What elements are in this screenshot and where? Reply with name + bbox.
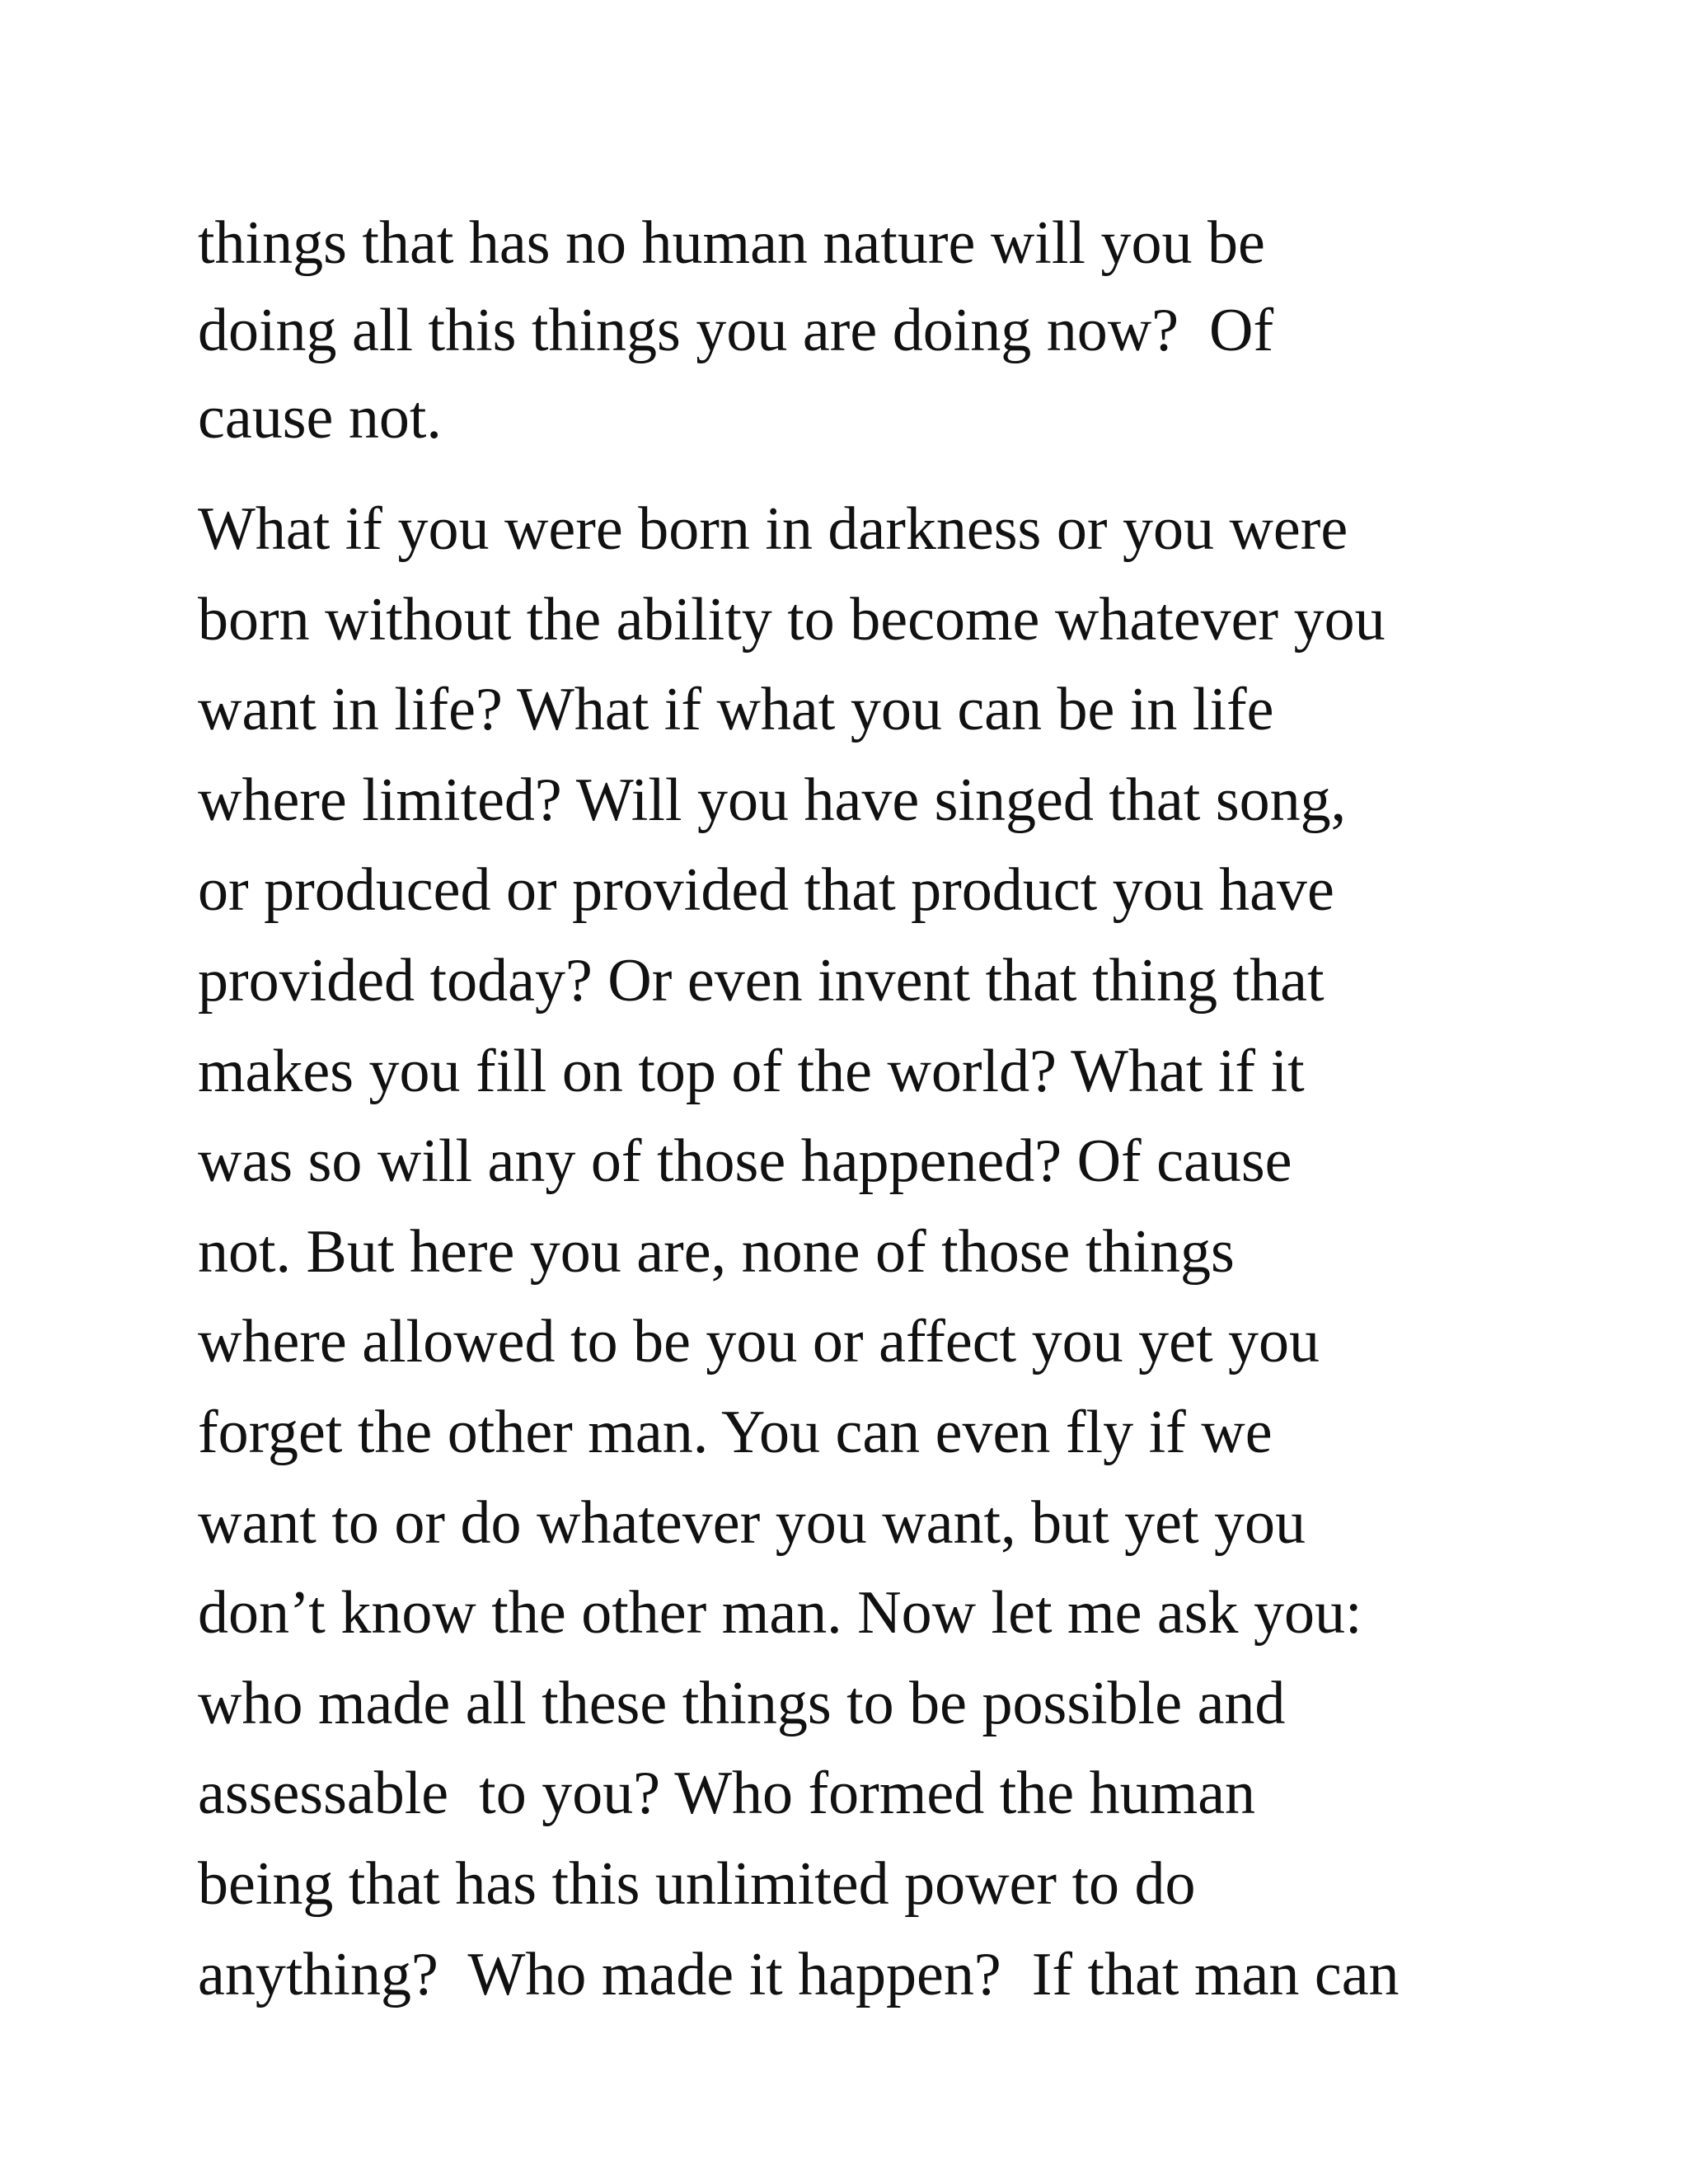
text-line: want to or do whatever you want, but yet you	[198, 1488, 1306, 1557]
text-line: not. But here you are, none of those things	[198, 1217, 1235, 1286]
text-line: assessable to you? Who formed the human	[198, 1760, 1256, 1828]
text-line: anything? Who made it happen? If that man can	[198, 1940, 1400, 2008]
text-line: don’t know the other man. Now let me ask you:	[198, 1579, 1362, 1647]
text-line: cause not.	[198, 384, 442, 452]
paragraph-1	[198, 199, 1517, 462]
text-line: forget the other man. You can even fly if we	[198, 1398, 1273, 1466]
text-line: doing all this things you are doing now? Of	[198, 297, 1274, 364]
text-line: who made all these things to be possible and	[198, 1669, 1286, 1737]
text-line: where allowed to be you or affect you yet you	[198, 1308, 1320, 1376]
paragraph-2	[198, 485, 1517, 2020]
text-line: want in life? What if what you can be in life	[198, 676, 1274, 744]
text-line: was so will any of those happened? Of cause	[198, 1127, 1292, 1196]
text-line: provided today? Or even invent that thing that	[198, 946, 1325, 1015]
text-line: or produced or provided that product you have	[198, 856, 1334, 925]
text-line: born without the ability to become whatever you	[198, 585, 1386, 654]
text-line: What if you were born in darkness or you were	[198, 495, 1348, 563]
text-line: things that has no human nature will you be	[198, 209, 1265, 277]
text-line: makes you fill on top of the world? What if it	[198, 1037, 1305, 1105]
text-line: being that has this unlimited power to do	[198, 1849, 1196, 1918]
text-line: where limited? Will you have singed that song,	[198, 766, 1347, 834]
